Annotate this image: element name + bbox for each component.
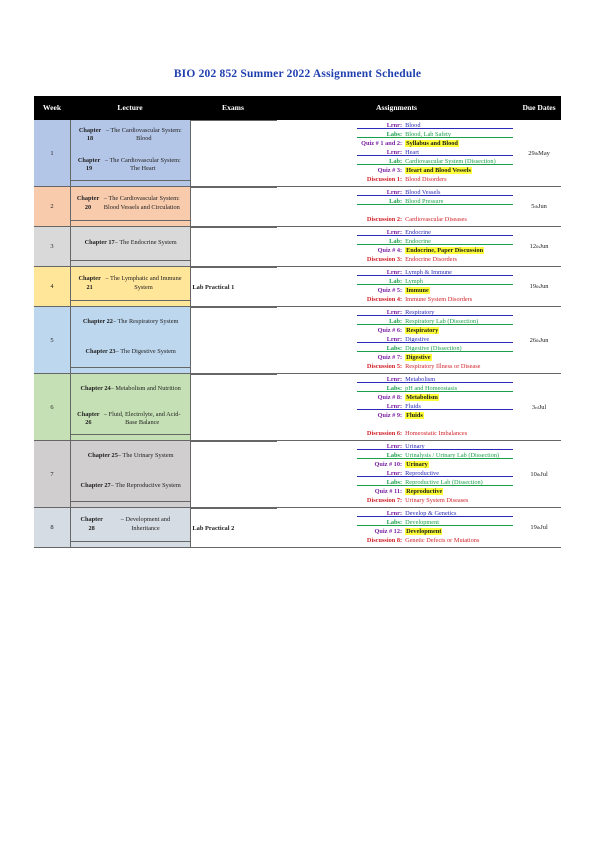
table-header [34, 96, 561, 120]
week-row [34, 120, 561, 187]
assignment-label: Quiz # 8: [377, 394, 403, 401]
week-number: 3 [34, 227, 71, 266]
assignment-label: Lrnr: [386, 510, 403, 517]
schedule-table [34, 96, 561, 548]
assignment-row [277, 316, 517, 325]
chapter-number: Chapter 23 [85, 347, 116, 355]
assignment-value [405, 269, 517, 276]
assignment-row [277, 450, 517, 459]
assignment-row [277, 325, 517, 334]
assignment-label: Quiz # 6: [377, 327, 403, 334]
assignment-row [277, 419, 517, 428]
chapter-number: Chapter 17 [84, 239, 115, 247]
ordinal-suffix: th [536, 471, 541, 477]
lecture-title: Chapter 23 – The Digestive System [85, 347, 176, 355]
assignment-row [277, 526, 517, 535]
assignment-label: Lab: [389, 318, 403, 325]
assignment-text: Blood, Lab Safety [405, 131, 452, 138]
assignment-row [277, 254, 517, 263]
assignment-row [277, 477, 517, 486]
exam-cell: Lab Practical 1 [191, 267, 277, 306]
assignment-row [277, 361, 517, 370]
assignment-text: Homeostatic Imbalances [405, 430, 468, 437]
assignment-text: Immune System Disorders [405, 296, 473, 303]
week-separator [71, 180, 191, 186]
assignment-label: Lab: [389, 158, 403, 165]
assignment-text: Syllabus and Blood [406, 140, 458, 147]
assignment-row [277, 401, 517, 410]
assignment-value [405, 394, 517, 401]
assignment-text: Reproductive Lab (Dissection) [405, 479, 483, 486]
ordinal-suffix: th [536, 337, 540, 343]
assignment-row [277, 441, 517, 450]
exam-cell [191, 307, 277, 373]
assignment-text: Genetic Defects or Mutations [405, 537, 480, 544]
assignment-label: Discussion 3: [366, 256, 403, 263]
assignment-row [277, 307, 517, 316]
assignment-text: Fluids [405, 403, 421, 410]
assignment-row [277, 138, 517, 147]
week-separator [71, 300, 191, 306]
week-separator [71, 220, 191, 226]
week-separator [71, 501, 191, 507]
assignment-label: Discussion 4: [366, 296, 403, 303]
assignment-text: Lymph & Immune [405, 269, 452, 276]
assignment-label: Discussion 6: [366, 430, 403, 437]
assignments-cell [277, 441, 517, 507]
assignment-value [405, 479, 517, 486]
week-separator [71, 260, 191, 266]
week-number: 8 [34, 508, 71, 547]
assignment-text: Endocrine [405, 229, 431, 236]
assignment-row [277, 129, 517, 138]
assignment-label: Labs: [386, 479, 403, 486]
assignment-row [277, 535, 517, 544]
assignment-text: Blood Vessels [405, 189, 441, 196]
assignment-value [405, 336, 517, 343]
assignment-value [405, 149, 517, 156]
assignment-text: Urinary System Diseases [405, 497, 469, 504]
assignment-value [405, 461, 517, 468]
assignment-value [405, 443, 517, 450]
assignment-text: Endocrine, Paper Discussion [406, 247, 484, 254]
ordinal-suffix: th [534, 204, 538, 209]
assignment-label: Quiz # 1 and 2: [361, 140, 403, 147]
assignment-value [405, 403, 517, 410]
assignment-row [277, 294, 517, 303]
assignment-value [405, 470, 517, 477]
lecture-cell [71, 508, 192, 547]
assignment-text: Endocrine [405, 238, 431, 245]
exam-cell: Lab Practical 2 [191, 508, 277, 547]
header-assignments: Assignments [376, 103, 417, 112]
assignments-cell [277, 120, 517, 186]
assignment-row [277, 343, 517, 352]
exam-cell [191, 120, 277, 186]
week-row [34, 508, 561, 548]
assignment-row [277, 214, 517, 223]
assignment-label: Quiz # 4: [377, 247, 403, 254]
assignments-cell [277, 227, 517, 266]
assignment-label: Lrnr: [386, 189, 403, 196]
due-date: 12 th Jun [529, 243, 549, 250]
header-due-dates: Due Dates [522, 103, 556, 112]
assignment-row [277, 245, 517, 254]
lecture-title: Chapter 18 – The Cardiovascular System: Blood [78, 126, 182, 142]
assignment-label: Lab: [389, 278, 403, 285]
lecture-title: Chapter 21 – The Lymphatic and Immune System [78, 275, 182, 291]
assignment-text: Urinary [406, 461, 428, 468]
chapter-number: Chapter 25 [87, 451, 118, 459]
lecture-title: Chapter 26 – Fluid, Electrolyte, and Acid-Base Balance [77, 410, 181, 426]
assignment-value [405, 238, 517, 245]
lecture-title: Chapter 20 – The Cardiovascular System: Blood Vessels and Circulation [76, 195, 180, 211]
assignment-row [277, 334, 517, 343]
assignment-row [277, 374, 517, 383]
week-number: 6 [34, 374, 71, 440]
assignment-label: Discussion 2: [366, 216, 403, 223]
assignment-label: Lrnr: [386, 336, 403, 343]
assignment-value [405, 488, 517, 495]
lecture-title: Chapter 17 – The Endocrine System [84, 239, 177, 247]
assignments-cell [277, 187, 517, 226]
assignment-value [405, 296, 517, 303]
due-date: 19 th Jun [529, 283, 549, 290]
header-exams: Exams [222, 103, 244, 112]
assignment-value [405, 122, 517, 129]
assignment-text: Heart and Blood Vessels [406, 167, 471, 174]
assignment-value [405, 189, 517, 196]
lecture-title: Chapter 27 – The Reproductive System [80, 481, 181, 489]
assignment-value [405, 528, 517, 535]
week-row [34, 374, 561, 441]
lecture-title: Chapter 19 – The Cardiovascular System: The Heart [77, 156, 181, 172]
assignment-row [277, 410, 517, 419]
lecture-cell [71, 267, 192, 306]
week-number: 1 [34, 120, 71, 186]
assignment-row [277, 486, 517, 495]
week-number: 2 [34, 187, 71, 226]
assignment-text: Heart [405, 149, 420, 156]
ordinal-suffix: th [536, 244, 540, 249]
chapter-number: Chapter 28 [80, 516, 103, 532]
assignment-label: Quiz # 9: [377, 412, 403, 419]
lecture-cell [71, 187, 192, 226]
assignment-label: Labs: [386, 519, 403, 526]
assignment-value [405, 430, 517, 437]
week-number: 5 [34, 307, 71, 373]
assignment-label: Quiz # 11: [374, 488, 403, 495]
assignment-value [405, 140, 517, 147]
week-row [34, 267, 561, 307]
assignment-text: Blood [405, 122, 421, 129]
lecture-title: Chapter 28 – Development and Inheritance [71, 508, 191, 541]
page-title: BIO 202 852 Summer 2022 Assignment Schedule [173, 68, 422, 80]
week-row [34, 187, 561, 227]
assignment-value [405, 345, 517, 352]
due-date: 29 th May [528, 149, 550, 157]
assignment-row [277, 196, 517, 205]
assignment-value [405, 318, 517, 325]
assignment-row [277, 120, 517, 129]
assignment-value [405, 176, 517, 183]
assignment-value [405, 287, 517, 294]
assignment-value [405, 327, 517, 334]
assignment-value [405, 519, 517, 526]
assignment-label: Lrnr: [386, 309, 403, 316]
assignment-value [405, 167, 517, 174]
assignment-text: Cardiovascular Diseases [405, 216, 467, 223]
assignment-row [277, 227, 517, 236]
assignments-cell [277, 374, 517, 440]
assignment-row [277, 174, 517, 183]
assignment-label: Discussion 5: [366, 363, 403, 370]
assignment-row [277, 352, 517, 361]
week-row [34, 307, 561, 374]
assignment-row [277, 236, 517, 245]
due-date: 10 th Jul [530, 470, 548, 478]
assignment-text: Development [406, 528, 442, 535]
assignment-row [277, 517, 517, 526]
assignment-value [405, 510, 517, 517]
due-date: 19 th Jul [530, 524, 548, 531]
ordinal-suffix: th [534, 150, 539, 156]
assignment-text: Respiratory [406, 327, 439, 334]
assignment-text: Urinalysis / Urinary Lab (Dissection) [405, 452, 500, 459]
chapter-number: Chapter 21 [78, 275, 101, 291]
assignment-value [405, 363, 517, 370]
assignment-value [405, 309, 517, 316]
assignment-text: Digestive [406, 354, 431, 361]
assignment-label: Quiz # 12: [374, 528, 403, 535]
assignment-row [277, 165, 517, 174]
assignment-value [405, 256, 517, 263]
assignment-text: Digestive (Dissection) [405, 345, 462, 352]
assignment-value [405, 537, 517, 544]
lecture-cell [71, 120, 192, 186]
assignment-value [405, 412, 517, 419]
assignment-text: pH and Homeostasis [405, 385, 458, 392]
assignment-value [405, 354, 517, 361]
assignment-text: Cardiovascular System (Dissection) [405, 158, 496, 165]
assignment-label: Lrnr: [386, 269, 403, 276]
assignment-text: Digestive [405, 336, 430, 343]
assignment-label: Lrnr: [386, 376, 403, 383]
assignment-text: Fluids [406, 412, 423, 419]
assignment-label: Lrnr: [386, 403, 403, 410]
exam-cell [191, 374, 277, 440]
assignment-label: Lrnr: [386, 470, 403, 477]
assignment-text: Metabolism [406, 394, 438, 401]
assignment-label: Labs: [386, 452, 403, 459]
assignment-label: Lrnr: [386, 229, 403, 236]
assignment-text: Respiratory Illness or Disease [405, 363, 481, 370]
exam-cell [191, 227, 277, 266]
assignment-row [277, 205, 517, 214]
assignment-row [277, 459, 517, 468]
assignment-text: Blood Disorders [405, 176, 447, 183]
assignments-cell [277, 508, 517, 547]
week-number: 4 [34, 267, 71, 306]
assignment-label: Labs: [386, 385, 403, 392]
lecture-title: Chapter 24 – Metabolism and Nutrition [80, 384, 181, 392]
assignment-row [277, 508, 517, 517]
assignment-label: Quiz # 7: [377, 354, 403, 361]
assignment-value [405, 247, 517, 254]
due-date: 5 th Jun [531, 203, 547, 210]
lecture-cell [71, 374, 192, 440]
assignment-value [405, 497, 517, 504]
chapter-number: Chapter 27 [80, 481, 111, 489]
ordinal-suffix: th [536, 525, 541, 530]
assignment-label: Labs: [386, 131, 403, 138]
assignment-label: Discussion 8: [366, 537, 403, 544]
chapter-number: Chapter 22 [82, 317, 113, 325]
assignment-text: Endocrine Disorders [405, 256, 458, 263]
assignment-text: Reproductive [406, 488, 443, 495]
assignment-row [277, 428, 517, 437]
assignment-row [277, 285, 517, 294]
chapter-number: Chapter 20 [76, 195, 100, 211]
ordinal-suffix: th [536, 284, 540, 289]
header-lecture: Lecture [117, 103, 143, 112]
week-separator [71, 367, 191, 373]
assignment-row [277, 156, 517, 165]
assignment-row [277, 187, 517, 196]
assignment-row [277, 468, 517, 477]
chapter-number: Chapter 26 [77, 410, 100, 426]
assignment-text: Blood Pressure [405, 198, 444, 205]
week-separator [71, 434, 191, 440]
chapter-number: Chapter 24 [80, 384, 111, 392]
assignment-label: Quiz # 10: [374, 461, 403, 468]
lecture-cell [71, 441, 192, 507]
ordinal-suffix: rd [535, 404, 539, 410]
exam-cell [191, 441, 277, 507]
assignment-text: Development [405, 519, 440, 526]
assignment-row [277, 392, 517, 401]
assignment-label: Lrnr: [386, 149, 403, 156]
assignment-value [405, 278, 517, 285]
assignment-value [405, 198, 517, 205]
assignment-value [405, 385, 517, 392]
assignment-row [277, 147, 517, 156]
week-row [34, 441, 561, 508]
week-row [34, 227, 561, 267]
assignment-value [405, 216, 517, 223]
lecture-cell [71, 227, 192, 266]
due-date: 26 th Jun [529, 336, 549, 344]
assignment-value [405, 229, 517, 236]
assignment-label: Lrnr: [386, 122, 403, 129]
lecture-title: Chapter 25 – The Urinary System [87, 451, 174, 459]
assignment-text: Reproductive [405, 470, 440, 477]
assignment-row [277, 276, 517, 285]
table-body [34, 120, 561, 548]
assignment-row [277, 383, 517, 392]
assignment-value [405, 158, 517, 165]
due-date: 3 rd Jul [531, 403, 547, 411]
assignments-cell [277, 307, 517, 373]
assignment-value [405, 376, 517, 383]
header-week: Week [42, 103, 62, 112]
chapter-number: Chapter 18 [78, 126, 102, 142]
assignment-row [277, 495, 517, 504]
assignment-value [405, 131, 517, 138]
assignment-label: Quiz # 5: [377, 287, 403, 294]
exam-cell [191, 187, 277, 226]
assignment-text: Metabolism [405, 376, 436, 383]
assignment-text: Respiratory Lab (Dissection) [405, 318, 479, 325]
lecture-title: Chapter 22 – The Respiratory System [82, 317, 179, 325]
assignment-text: Urinary [405, 443, 425, 450]
assignment-label: Lab: [389, 198, 403, 205]
chapter-number: Chapter 19 [77, 156, 101, 172]
assignment-text: Immune [406, 287, 429, 294]
assignment-row [277, 267, 517, 276]
assignment-label: Labs: [386, 345, 403, 352]
week-number: 7 [34, 441, 71, 507]
assignment-label: Quiz # 3: [377, 167, 403, 174]
assignment-label: Lab: [389, 238, 403, 245]
assignment-label: Discussion 7: [366, 497, 403, 504]
week-separator [71, 541, 191, 547]
assignment-label: Lrnr: [386, 443, 403, 450]
assignment-text: Develop & Genetics [405, 510, 457, 517]
assignments-cell [277, 267, 517, 306]
lecture-cell [71, 307, 192, 373]
assignment-value [405, 452, 517, 459]
assignment-text: Respiratory [405, 309, 435, 316]
assignment-label: Discussion 1: [366, 176, 403, 183]
assignment-text: Lymph [405, 278, 423, 285]
